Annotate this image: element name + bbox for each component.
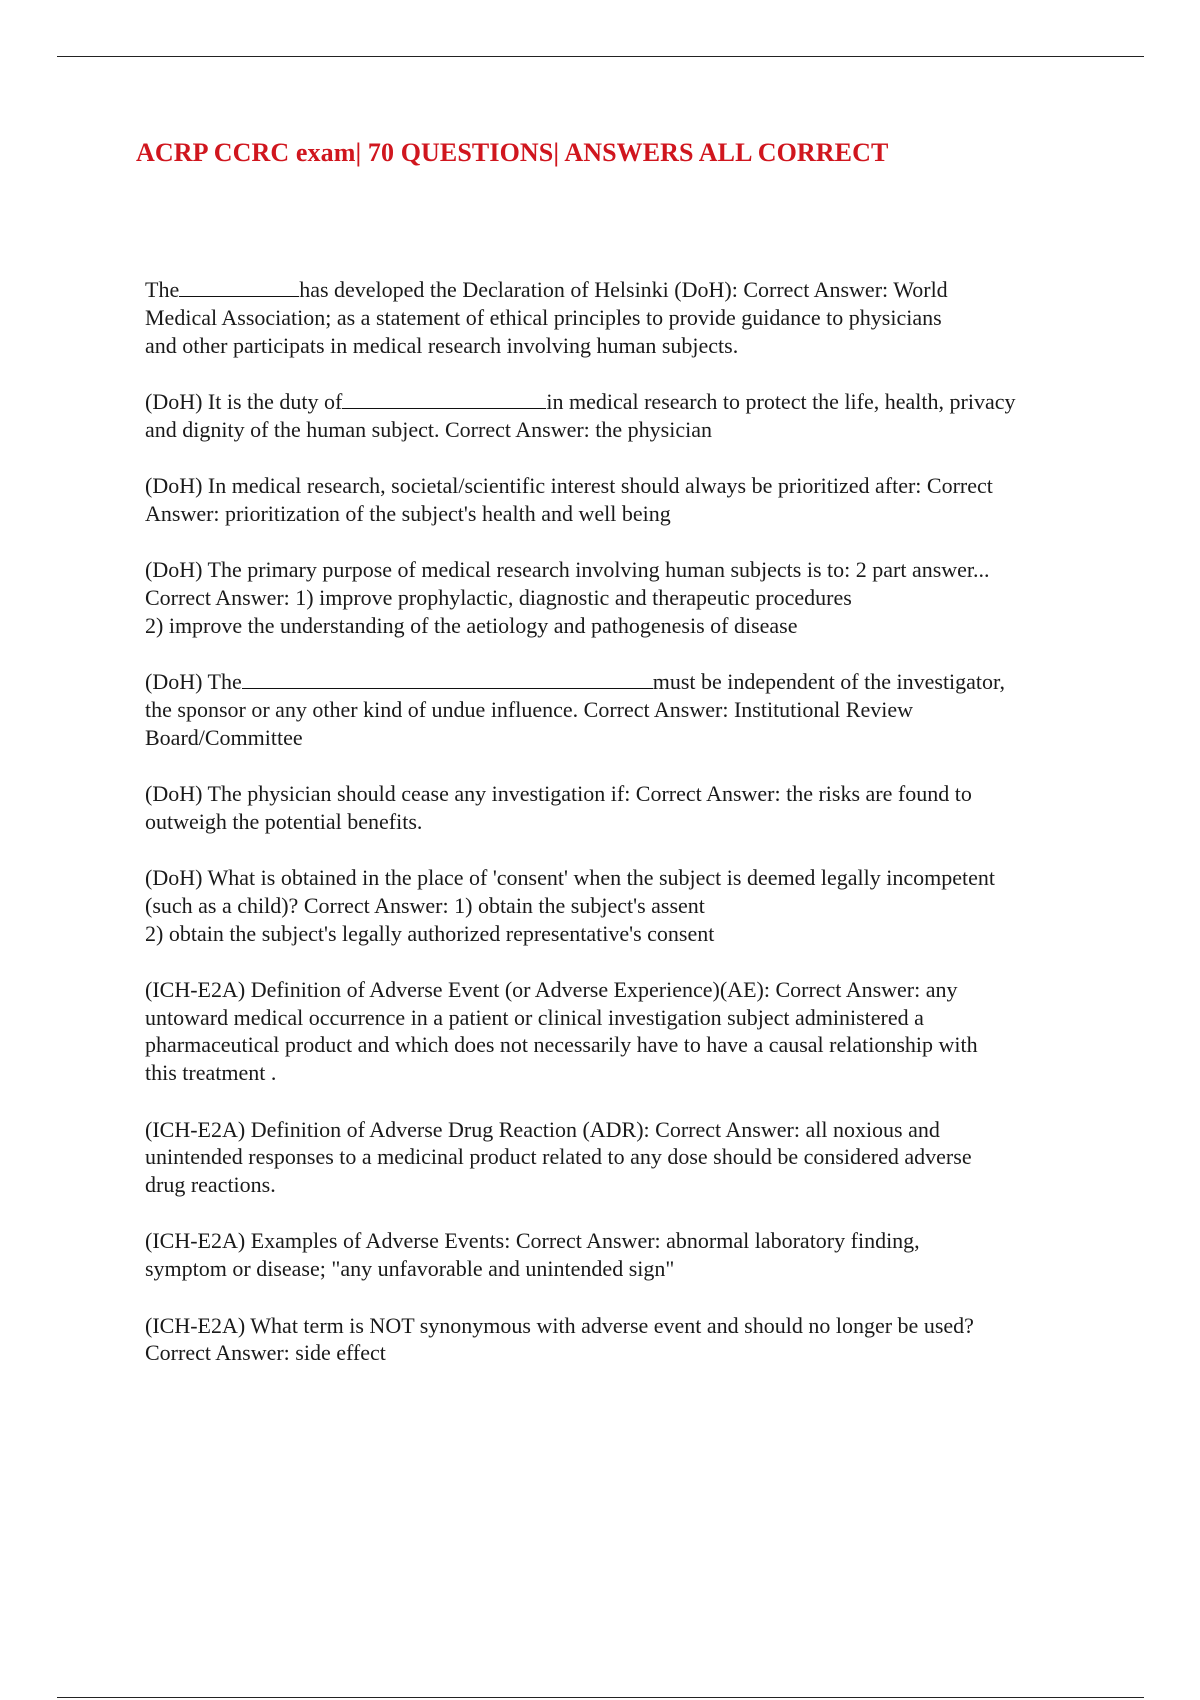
qa-item xyxy=(145,472,1095,528)
qa-line: (ICH-E2A) Examples of Adverse Events: Correct Answer: abnormal laboratory finding, xyxy=(145,1228,920,1254)
qa-line: Correct Answer: 1) improve prophylactic, diagnostic and therapeutic procedures xyxy=(145,584,852,610)
qa-line: drug reactions. xyxy=(145,1172,276,1198)
qa-line: (ICH-E2A) What term is NOT synonymous with adverse event and should no longer be used? xyxy=(145,1312,974,1338)
qa-line: symptom or disease; "any unfavorable and unintended sign" xyxy=(145,1256,675,1282)
qa-line: (DoH) The physician should cease any investigation if: Correct Answer: the risks are found to xyxy=(145,780,972,806)
qa-item xyxy=(145,556,1095,639)
qa-line: this treatment . xyxy=(145,1060,277,1086)
qa-line: Board/Committee xyxy=(145,724,303,750)
qa-line: the sponsor or any other kind of undue influence. Correct Answer: Institutional Review xyxy=(145,696,913,722)
qa-line: (such as a child)? Correct Answer: 1) obtain the subject's assent xyxy=(145,892,705,918)
qa-line: and dignity of the human subject. Correct Answer: the physician xyxy=(145,416,712,442)
top-rule xyxy=(57,56,1144,57)
qa-line: Medical Association; as a statement of ethical principles to provide guidance to physicians xyxy=(145,304,942,330)
qa-item xyxy=(145,780,1095,836)
bottom-rule xyxy=(57,1697,1144,1698)
qa-item xyxy=(145,388,1095,444)
qa-list xyxy=(145,276,1095,1396)
qa-line: The has developed the Declaration of Helsinki (DoH): Correct Answer: World xyxy=(145,277,948,302)
qa-line: Correct Answer: side effect xyxy=(145,1340,386,1366)
qa-line: (DoH) The primary purpose of medical research involving human subjects is to: 2 part answer... xyxy=(145,557,990,583)
fill-in-blank xyxy=(242,687,653,689)
qa-item xyxy=(145,276,1095,359)
qa-line: 2) obtain the subject's legally authorized representative's consent xyxy=(145,920,715,946)
qa-item xyxy=(145,1312,1095,1368)
qa-line: Answer: prioritization of the subject's health and well being xyxy=(145,500,671,526)
fill-in-blank xyxy=(342,407,546,409)
qa-item xyxy=(145,976,1095,1087)
qa-line: (DoH) The must be independent of the investigator, xyxy=(145,668,1005,694)
qa-line: (DoH) It is the duty of in medical research to protect the life, health, privacy xyxy=(145,388,1016,414)
qa-line: untoward medical occurrence in a patient or clinical investigation subject administered a xyxy=(145,1004,924,1030)
document-title: ACRP CCRC exam| 70 QUESTIONS| ANSWERS ALL CORRECT xyxy=(136,138,889,167)
qa-line: unintended responses to a medicinal product related to any dose should be considered adverse xyxy=(145,1144,972,1170)
qa-item xyxy=(145,1116,1095,1199)
fill-in-blank xyxy=(179,295,299,297)
qa-line: pharmaceutical product and which does not necessarily have to have a causal relationship with xyxy=(145,1032,978,1058)
qa-item xyxy=(145,668,1095,751)
qa-line: (DoH) What is obtained in the place of 'consent' when the subject is deemed legally incompetent xyxy=(145,864,995,890)
qa-line: and other participats in medical research involving human subjects. xyxy=(145,332,739,358)
qa-item xyxy=(145,1227,1095,1283)
qa-line: (DoH) In medical research, societal/scientific interest should always be prioritized after: Correct xyxy=(145,472,993,498)
qa-line: outweigh the potential benefits. xyxy=(145,808,423,834)
qa-item xyxy=(145,864,1095,947)
qa-line: (ICH-E2A) Definition of Adverse Event (or Adverse Experience)(AE): Correct Answer: any xyxy=(145,976,958,1002)
qa-line: (ICH-E2A) Definition of Adverse Drug Reaction (ADR): Correct Answer: all noxious and xyxy=(145,1116,940,1142)
qa-line: 2) improve the understanding of the aetiology and pathogenesis of disease xyxy=(145,612,798,638)
